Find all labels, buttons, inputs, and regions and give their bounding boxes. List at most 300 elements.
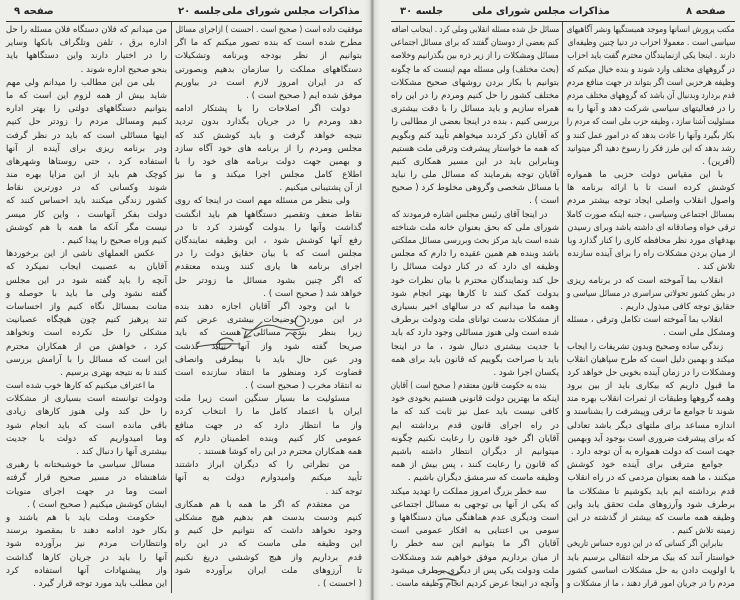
text-line bbox=[567, 301, 735, 314]
text-line bbox=[6, 406, 167, 419]
text-line-content: حقایق توجه کافی مبذول داریم . bbox=[620, 301, 735, 312]
text-line-content: از مشکلات بدست توانای ملت ودولت برطرف bbox=[391, 315, 559, 326]
text-line-content: زمینه تلاش کنیم . bbox=[671, 526, 735, 537]
text-line-content: تأیید میکنم وامیدوارم دولت به آنها bbox=[175, 473, 362, 484]
text-line-content: آنچه را باید گفته شود در این مجلس bbox=[6, 275, 167, 286]
text-line-content: کشور زندگی میکنند باید احساس کنند که bbox=[6, 196, 167, 207]
text-line bbox=[567, 314, 735, 327]
text-line bbox=[391, 472, 559, 485]
text-line bbox=[175, 354, 362, 367]
text-line-content: ایران با اعتماد کامل ما را انتخاب کرده bbox=[175, 407, 362, 418]
text-line bbox=[567, 380, 735, 393]
text-line bbox=[391, 103, 559, 116]
text-line-content: بمسائل اجتماعی وسیاسی ، جنبه اینکه صورت کاملا bbox=[567, 209, 735, 220]
text-line-content: انقلاب بما آموخته است تکامل وترقی ، مسئله bbox=[567, 315, 723, 326]
text-line bbox=[567, 50, 735, 63]
text-line bbox=[391, 406, 559, 419]
text-line bbox=[567, 275, 735, 288]
text-line bbox=[567, 486, 735, 499]
text-line bbox=[391, 552, 559, 565]
text-line bbox=[391, 314, 559, 327]
text-line-content: زیرا بنظر بنده مسائلی هست که باید bbox=[175, 328, 362, 339]
text-line-content: شوند تا جوامع ما ترقی وپیشرفت را بشناسند و bbox=[567, 407, 735, 418]
text-line-content: ودولت توانسته است بسیاری از مشکلات bbox=[6, 394, 167, 405]
text-line bbox=[567, 103, 735, 116]
text-line-content: سومی بی اعتنایی به افکار عمومی است bbox=[391, 526, 559, 537]
text-line bbox=[567, 459, 735, 472]
text-line bbox=[175, 169, 362, 182]
text-line bbox=[6, 578, 167, 591]
text-column bbox=[175, 24, 362, 591]
text-line bbox=[567, 235, 735, 248]
text-line bbox=[391, 459, 559, 472]
text-line bbox=[567, 499, 735, 512]
text-line bbox=[567, 341, 735, 354]
text-line-content: باقی مانده است که باید انجام شود bbox=[6, 420, 167, 431]
text-line-content: این است که مسائل را با آرامش بررسی bbox=[6, 354, 167, 365]
text-line-content: است ودیگری عدم هماهنگی میان دستگاهها و bbox=[391, 512, 559, 523]
text-line-content: ما قبول داریم که بیکاری باید از بین برود bbox=[567, 381, 735, 392]
text-line bbox=[175, 235, 362, 248]
text-line bbox=[567, 578, 735, 591]
text-line bbox=[175, 538, 362, 551]
text-line bbox=[6, 380, 167, 393]
text-line bbox=[175, 288, 362, 301]
text-line-content: نه انتقاد مخرب ( صحیح است ) . bbox=[245, 381, 362, 392]
text-line bbox=[391, 24, 559, 37]
text-line bbox=[6, 327, 167, 340]
text-line bbox=[6, 288, 167, 301]
text-line-content: ودر برنامه ریزی برای آینده از آنها bbox=[6, 143, 167, 154]
text-line bbox=[175, 446, 362, 459]
text-line-content: شده است باید مرکز بحث وبررسی مسائل مملکتی bbox=[391, 236, 559, 246]
text-line bbox=[175, 37, 362, 50]
text-line bbox=[567, 209, 735, 222]
text-line bbox=[6, 459, 167, 472]
page-number: صفحه ۹ bbox=[14, 6, 54, 17]
text-line-content: اینکه ما بهترین دولت قانونی هستیم بخودی خود bbox=[391, 394, 559, 405]
text-line-content: بتوانیم از نظر بودجه وبرنامه وتشکیلات bbox=[175, 51, 362, 62]
text-line bbox=[6, 552, 167, 565]
text-line bbox=[391, 565, 559, 578]
text-line-content: همه همکاران محترم در این راه کوشا هستند . bbox=[198, 447, 362, 457]
text-line-content: کنیم ومسائل مردم را زودتر حل کنیم bbox=[6, 117, 167, 128]
text-line-content: با جدیت بیشتری دنبال شود ، ما در اینجا bbox=[391, 341, 559, 352]
text-line bbox=[391, 380, 559, 393]
text-line bbox=[175, 433, 362, 446]
text-line bbox=[175, 77, 362, 90]
text-line bbox=[6, 130, 167, 143]
text-line-content: دستگاههای مملکت را سازمان بدهیم وبصورتی bbox=[175, 64, 362, 75]
text-line bbox=[567, 433, 735, 446]
text-line-content: بهدفهای مورد نظر محافظه کاری را کنار گذارد وبا bbox=[567, 236, 735, 246]
text-line bbox=[6, 116, 167, 129]
text-line bbox=[6, 499, 167, 512]
text-line-content: ولی بنظر من مسئله مهم است در اینجا که روی bbox=[175, 196, 350, 207]
text-line bbox=[567, 130, 735, 143]
text-line bbox=[175, 472, 362, 485]
text-line-content: بنابراین اگر کسانی که در این دوره حساس تاریخی bbox=[567, 539, 723, 550]
text-line bbox=[175, 314, 362, 327]
text-line bbox=[567, 222, 735, 235]
text-line bbox=[6, 367, 167, 380]
text-line-content: همراه سازیم و باید مسائل را با دقت بیشتری bbox=[391, 104, 559, 115]
text-line bbox=[175, 64, 362, 77]
text-line bbox=[391, 420, 559, 433]
text-line-content: کوشش کرده است تا با ارائه برنامه ها bbox=[567, 183, 735, 194]
text-line bbox=[391, 77, 559, 90]
text-line-content: سه خطر بزرگ امروز مملکت را تهدید میکند bbox=[391, 486, 547, 497]
text-line-content: که همه ما خواستار پیشرفت وترقی ملت هستیم bbox=[391, 143, 559, 154]
text-line bbox=[391, 116, 559, 129]
text-line-content: ومشکلات را در زمان آینده بخوبی حل خواهد کرد bbox=[567, 367, 735, 378]
text-line-content: خواهد شد ( صحیح است ) . bbox=[263, 288, 362, 299]
text-line-content: بنحو صحیح اداره شوند . bbox=[80, 64, 167, 75]
text-line-content: را در فعالیتهای سیاسی شرکت دهد و آنها را به bbox=[567, 104, 735, 115]
text-line-content: ترقی خواه وصادقانه ای داشته باشد وبرای رسیدن bbox=[567, 222, 735, 233]
text-line bbox=[6, 275, 167, 288]
text-line-content: باشد وبنده هم همین عقیده را دارم که مجلس bbox=[391, 249, 559, 260]
text-line bbox=[6, 235, 167, 248]
text-line bbox=[391, 248, 559, 261]
text-line bbox=[391, 209, 559, 222]
text-line bbox=[175, 512, 362, 525]
text-line bbox=[391, 301, 559, 314]
text-line-content: رشد بدهد که این طرز فکر را رسوخ دهید اگر میتوانید bbox=[567, 143, 735, 154]
text-line-content: ملت ودولت یکی پس از دیگری برطرف میشود bbox=[391, 565, 559, 576]
text-line-content: که قانون را رعایت کنند ، پس بیش از همه bbox=[391, 460, 559, 471]
text-line bbox=[391, 222, 559, 235]
text-line-content: شده است ولی هنوز مسائلی وجود دارد که باید bbox=[391, 328, 559, 339]
text-line-content: کنیم وراه صحیح را پیدا کنیم . bbox=[62, 236, 167, 246]
text-line-content: مسئولیت ما بسیار سنگین است زیرا ملت bbox=[175, 394, 350, 405]
text-line-content: ایشان کوشش میکنیم ( صحیح است ) . bbox=[27, 499, 167, 510]
text-line-content: گفته نشود ولی ما باید با حوصله و bbox=[6, 288, 167, 299]
text-line-content: قدم بردارد وبدنبال آن باشد که گروههای مختلف مردم bbox=[567, 90, 735, 101]
text-line-content: کوچک هم باید از این مزایا بهره مند bbox=[6, 170, 167, 181]
text-line-content: وجود نخواهد داشت که نتوانیم حل کنیم و bbox=[175, 526, 362, 537]
text-line bbox=[567, 406, 735, 419]
text-line-content: سیاسی است . معمولا احزاب در دنیا چنین وظیفه‌ای bbox=[567, 38, 735, 49]
text-line bbox=[391, 525, 559, 538]
text-line-content: وبنابراین باید در این مسیر همکاری کنیم bbox=[391, 156, 559, 167]
text-line bbox=[567, 354, 735, 367]
text-line-content: ومشکل ملی است . bbox=[662, 328, 735, 339]
session-number: جلسه ۲۰ bbox=[178, 6, 222, 17]
text-line bbox=[567, 367, 735, 380]
text-line bbox=[6, 486, 167, 499]
text-line bbox=[6, 301, 167, 314]
text-line-content: اندازه مساعد برای ملتهای دیگر باشد تعادلی bbox=[567, 420, 735, 431]
text-line-content: صریحا گفته شود واز آنها نباید گذشت bbox=[175, 341, 362, 352]
text-line bbox=[175, 209, 362, 222]
text-line bbox=[6, 565, 167, 578]
text-line bbox=[567, 327, 735, 340]
text-line bbox=[567, 393, 735, 406]
text-line bbox=[391, 433, 559, 446]
text-line-content: وما امیدواریم که دولت با جدیت bbox=[6, 433, 167, 444]
text-line-content: که یکی از آنها بی توجهی به مسائل اجتماعی bbox=[391, 499, 559, 510]
text-line-content: وانتظارات مردم نیز برآورده شود bbox=[6, 539, 167, 550]
text-line-content: جوامع مترقی برای آینده خود کوشش bbox=[567, 460, 723, 471]
text-line-content: اداره برق ، تلفن وتلگراف بانکها وسایر bbox=[6, 38, 167, 49]
text-line-content: نقاط ضعف وتقصیر دستگاهها هم باید انگشت bbox=[175, 209, 362, 220]
text-line bbox=[567, 288, 735, 301]
text-line-content: که اگر چنین بشود مسائل ما زودتر حل bbox=[175, 275, 362, 286]
text-line bbox=[175, 103, 362, 116]
text-line-content: حکومت وملت باید با هم باشند و bbox=[6, 512, 155, 523]
text-line bbox=[391, 182, 559, 195]
text-line bbox=[6, 90, 167, 103]
text-line-content: توجه کند . bbox=[325, 486, 362, 497]
text-line-content: متانت بمسائل نگاه کنیم واز احساسات bbox=[6, 301, 167, 312]
text-line-content: بدولت کمک کنند تا کارها بهتر انجام شود bbox=[391, 288, 559, 299]
text-line-content: بکار خود ادامه دهند تا بمقصود برسند bbox=[6, 526, 167, 537]
text-line bbox=[6, 156, 167, 169]
text-line-content: که برای پیشرفت ضروری است بوجود آید وبهمین bbox=[567, 433, 735, 444]
text-line-content: با اولویت دادن به حل مشکلات اساسی کشور bbox=[567, 565, 735, 576]
text-line bbox=[391, 393, 559, 406]
text-line bbox=[391, 235, 559, 248]
header-rule bbox=[6, 21, 362, 22]
text-line bbox=[567, 182, 735, 195]
text-line bbox=[567, 116, 735, 129]
text-line bbox=[567, 77, 735, 90]
text-line-content: است وما در جهت اجرای منویات bbox=[6, 486, 167, 497]
text-line bbox=[6, 261, 167, 274]
running-title: مذاکرات مجلس شورای ملی bbox=[472, 6, 610, 17]
text-line bbox=[175, 459, 362, 472]
text-line bbox=[391, 275, 559, 288]
text-line bbox=[175, 90, 362, 103]
text-line bbox=[175, 222, 362, 235]
text-line bbox=[567, 446, 735, 459]
text-line bbox=[567, 472, 735, 485]
text-line bbox=[391, 288, 559, 301]
text-line bbox=[175, 116, 362, 129]
text-column bbox=[567, 24, 735, 591]
text-line-content: انقلاب بما آموخته است که در برنامه ریزی bbox=[567, 275, 723, 286]
text-line bbox=[175, 420, 362, 433]
text-line bbox=[391, 169, 559, 182]
text-line-content: مسائل حل شده مسئله انقلابی وملی کرد . اینجانب اضافه bbox=[391, 25, 559, 35]
text-line bbox=[6, 77, 167, 90]
text-line bbox=[6, 420, 167, 433]
text-line-content: بتوانیم با بکار بردن روشهای صحیح مشکلات bbox=[391, 77, 559, 88]
text-line bbox=[175, 380, 362, 393]
text-line bbox=[567, 525, 735, 538]
text-line bbox=[6, 182, 167, 195]
text-line bbox=[175, 195, 362, 208]
text-line-content: کنند تا به نتیجه بهتری برسیم . bbox=[60, 367, 167, 378]
text-line-content: در این مورد توضیحات بیشتری عرض کنم bbox=[175, 315, 362, 326]
text-line bbox=[175, 182, 362, 195]
text-line-content: مسائل سیاسی ما خوشبختانه با رهبری bbox=[6, 460, 155, 471]
text-column bbox=[6, 24, 167, 591]
text-line-content: دارند . اینجا یکی ازنمایندگان محترم گفت باید احزاب bbox=[567, 51, 735, 62]
text-line-content: قدم برداریم واز هیچ کوششی دریغ نکنیم bbox=[175, 552, 362, 563]
text-line-content: مختلف کشور را حل کنیم ومردم را در این راه bbox=[391, 90, 559, 101]
text-line-content: از میان برداریم موفق خواهیم شد ومشکلات bbox=[391, 552, 559, 563]
text-line-content: (بحث مختلف) ولی مسئله مهم اینست که ما چگونه bbox=[391, 64, 559, 75]
text-line-content: مشکلی را حل نکرده است ونخواهد bbox=[6, 328, 167, 339]
text-line-content: قدم برداشته ایم باید بکوشیم تا مشکلات ما bbox=[567, 486, 735, 497]
text-line-content: آنها را باید در جریان کارها گذاشت bbox=[6, 552, 167, 563]
text-line-content: زندگی ساده وصحیح وبدون تشریفات را ایجاب bbox=[567, 341, 723, 352]
text-line-content: بنده به حکومت قانون معتقدم ( صحیح است ) آقایان bbox=[391, 381, 547, 392]
text-line bbox=[391, 499, 559, 512]
text-line bbox=[175, 341, 362, 354]
text-line-content: بیشتری آنها را دنبال کند . bbox=[76, 447, 167, 457]
text-line-content: مسئولیت آشنا سازد ، وظیفه حزب ملی است که مردم را bbox=[567, 117, 735, 128]
text-line-content: در راه اجرای قانون قدم برداشته ایم bbox=[391, 420, 559, 431]
text-line-content: از آن پشتیبانی میکنیم . bbox=[279, 183, 362, 194]
text-line-content: میکند و بهمین دلیل است که طرح سپاهیان انقلاب bbox=[567, 354, 735, 365]
text-line bbox=[6, 169, 167, 182]
text-line bbox=[175, 248, 362, 261]
text-line-content: واصول انقلاب واصلی ایجاد توجه بیشتر مردم bbox=[567, 196, 735, 207]
text-line-content: شاید بیش از همه لزوم این است که ما bbox=[6, 90, 167, 101]
text-line bbox=[6, 314, 167, 327]
text-line bbox=[567, 143, 735, 156]
text-line-content: ( احسنت ) . bbox=[317, 578, 362, 589]
text-line-content: کافی نیست باید عمل نیز ثابت کند که ما bbox=[391, 407, 559, 418]
text-line-content: موفقیت داده است ( صحیح است . احسنت ) ازاجرای مسائل bbox=[175, 25, 362, 35]
text-line-content: در گروههای مختلف وارد شوند و بنده خیال میکنم که bbox=[567, 64, 735, 75]
text-line-content: دهد ومردم را در جریان بگذارد بدون تردید bbox=[175, 117, 362, 128]
text-line-content: بلی من این مطالب را میدانم ولی مهم bbox=[6, 77, 155, 88]
text-line-content: بتوانیم دستگاههای دولتی را بهتر اداره bbox=[6, 104, 167, 115]
page-right bbox=[378, 0, 740, 600]
text-line-content: در اینجا آقای رئیس مجلس اشاره فرمودند که bbox=[391, 209, 547, 220]
text-line bbox=[175, 143, 362, 156]
text-line-content: مجلس است که با بیان حقایق دولت را در bbox=[175, 249, 362, 260]
text-line-content: آقایان به عصبیت ایجاب نمیکرد که bbox=[6, 262, 167, 273]
text-line-content: از میان بردن مشکلات راه را برای آینده سازنده bbox=[567, 249, 735, 260]
text-line-content: بررسی کنیم ، بنده در اینجا بعضی از مطالبی را bbox=[391, 117, 559, 128]
text-line bbox=[567, 512, 735, 525]
text-line-content: موفق شده ایم ( صحیح است ) . bbox=[246, 90, 362, 101]
text-line-content: شاهنشاه در مسیر صحیح قرار گرفته bbox=[6, 473, 167, 484]
text-line bbox=[391, 37, 559, 50]
text-line-content: ودر عین حال باید با بیطرفی وانصاف bbox=[175, 354, 362, 365]
text-line-content: وظیفه ماست که سرمشق دیگران باشیم . bbox=[407, 473, 559, 484]
text-line-content: با این وجود اگر آقایان اجازه دهند بنده bbox=[175, 301, 350, 312]
text-line bbox=[6, 64, 167, 77]
text-line bbox=[391, 261, 559, 274]
text-line bbox=[391, 327, 559, 340]
text-line bbox=[175, 301, 362, 314]
text-line bbox=[175, 156, 362, 169]
text-line bbox=[391, 486, 559, 499]
text-line bbox=[391, 50, 559, 63]
text-line-content: تند پرهیز کنیم چون هیچگاه عصبانیت bbox=[6, 315, 167, 326]
text-line-content: کنم بعضی از دوستان گفتند که برای مسائل اجتماعی bbox=[391, 38, 559, 49]
text-line bbox=[6, 538, 167, 551]
text-line bbox=[175, 327, 362, 340]
text-line bbox=[6, 50, 167, 63]
text-line bbox=[175, 525, 362, 538]
text-line bbox=[6, 195, 167, 208]
text-line-content: اینها مسائلی است که باید در نظر گرفت bbox=[6, 130, 167, 141]
text-line bbox=[175, 130, 362, 143]
text-line bbox=[567, 420, 735, 433]
header-rule bbox=[391, 21, 735, 22]
text-line-content: آقایان اگر ما بتوانیم این سه خطر را bbox=[391, 539, 559, 550]
text-line bbox=[6, 512, 167, 525]
text-line bbox=[6, 248, 167, 261]
text-line bbox=[391, 64, 559, 77]
page-left bbox=[0, 0, 366, 600]
text-line bbox=[391, 341, 559, 354]
text-line bbox=[175, 406, 362, 419]
text-line bbox=[6, 472, 167, 485]
text-line-content: مکتب پرورش انسانها وموجد همبستگیها ونشر آگاهیهای bbox=[567, 25, 735, 35]
text-line-content: کرد ، خواهش من از همکاران محترم bbox=[6, 341, 167, 352]
text-line-content: قضاوت کرد ومنظور ما انتقاد سازنده است bbox=[175, 367, 362, 378]
text-line bbox=[175, 261, 362, 274]
text-line bbox=[391, 367, 559, 380]
text-line-content: من معتقدم که اگر ما همه با هم همکاری bbox=[175, 499, 350, 510]
text-line-content: شورای ملی که بحق بعنوان خانه ملت شناخته bbox=[391, 222, 559, 233]
text-line bbox=[567, 552, 735, 565]
text-line bbox=[175, 50, 362, 63]
text-line bbox=[175, 24, 362, 37]
text-line-content: یکسان اجرا شود . bbox=[493, 367, 559, 378]
text-line-content: را در اختیار دارند واین دستگاهها باید bbox=[6, 51, 167, 62]
text-line-content: گذاشت وآنها را بدولت گوشزد کرد تا در bbox=[175, 222, 362, 233]
text-line-content: که آقایان ذکر کردند میخواهم تأیید کنم وبگویم bbox=[391, 130, 559, 141]
text-line bbox=[567, 24, 735, 37]
text-line-content: وظیفه هرحزبی است اگر بتواند در جهت منافع مردم bbox=[567, 77, 735, 88]
text-line-content: واز پیشنهادات آنها استفاده کرد bbox=[6, 565, 167, 576]
text-line-content: در بطن کشور تحولاتی سراسری در مسائل سیاسی و bbox=[567, 288, 735, 299]
text-line-content: برطرف شود وآرزوهای ملت تحقق یابد واین bbox=[567, 499, 735, 510]
text-line-content: شوند وکسانی که در دورترین نقاط bbox=[6, 183, 167, 194]
text-line bbox=[391, 90, 559, 103]
text-line-content: خواستار آنند که بیک مرحله انتقالی برسیم باید bbox=[567, 552, 735, 563]
text-line bbox=[567, 538, 735, 551]
text-line-content: را حل کند ولی هنوز کارهای زیادی bbox=[6, 407, 167, 418]
text-line bbox=[175, 565, 362, 578]
text-line-content: با این مقیاس دولت حزبی ما همواره bbox=[567, 170, 723, 181]
text-line bbox=[175, 578, 362, 591]
text-line-content: وهمه ما میدانیم که در سالهای اخیر بسیاری bbox=[391, 301, 559, 312]
text-line bbox=[6, 37, 167, 50]
text-line-content: استفاده کرد ، حتی روستاها وشهرهای bbox=[6, 156, 167, 167]
text-line-content: آقایان توجه بفرمایند که مسائل ملی را نباید bbox=[391, 170, 559, 181]
text-line bbox=[567, 195, 735, 208]
text-line bbox=[391, 354, 559, 367]
text-line bbox=[6, 103, 167, 116]
text-line-content: من میدانم که فلان دستگاه فلان مسئله را حل bbox=[6, 25, 167, 35]
text-line-content: باید با صراحت بگوییم که قانون باید برای همه bbox=[391, 354, 559, 365]
text-line-content: جهت است که دولت همواره به آن توجه دارد . bbox=[570, 447, 735, 457]
text-line-content: ما اعتراف میکنیم که کارها خوب شده است bbox=[6, 381, 155, 392]
text-line bbox=[567, 64, 735, 77]
text-line bbox=[175, 393, 362, 406]
text-line-content: تا آرزوهای ملت ایران برآورده شود bbox=[175, 565, 362, 576]
text-line bbox=[6, 24, 167, 37]
text-line-content: این مطلب باید مورد توجه قرار گیرد . bbox=[33, 578, 167, 589]
text-line bbox=[391, 195, 559, 208]
text-line bbox=[567, 156, 735, 169]
text-line-content: نیست مگر آنکه ما همه با هم کوشش bbox=[6, 222, 167, 233]
text-line-content: میتوانیم از دیگران انتظار داشته باشیم bbox=[391, 447, 559, 457]
text-line-content: اطلاع کامل مجلس اجرا میکند و ما نیز bbox=[175, 170, 362, 181]
text-line-content: میکنند ، ما همه بعنوان مردمی که در راه انقلاب bbox=[567, 473, 735, 484]
text-line bbox=[6, 393, 167, 406]
